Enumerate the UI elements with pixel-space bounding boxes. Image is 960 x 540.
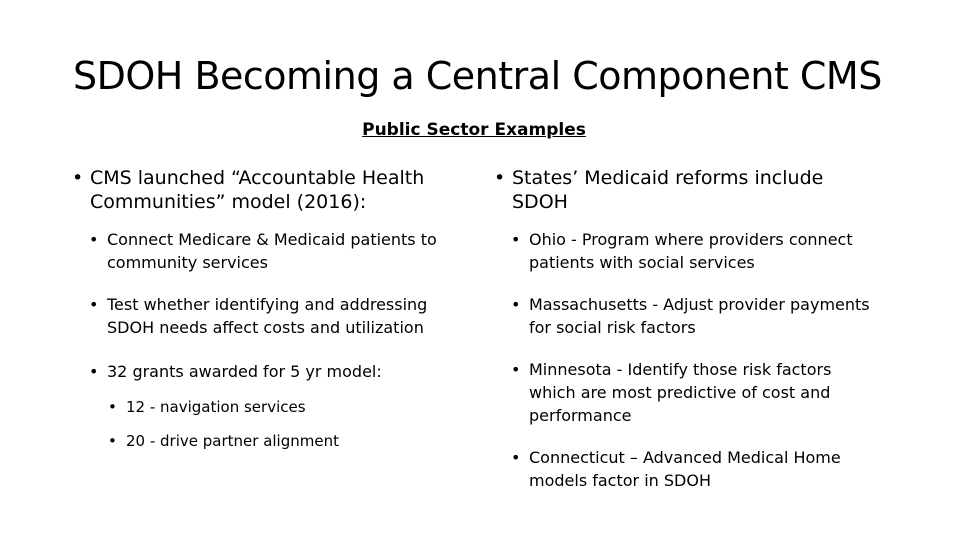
list-item-text: Connecticut – Advanced Medical Home models factor in SDOH xyxy=(529,448,841,490)
left-subbullet-navigation xyxy=(70,397,460,418)
list-item-text: 12 - navigation services xyxy=(126,398,306,416)
list-item-text: Test whether identifying and addressing SDOH needs affect costs and utilization xyxy=(107,295,428,337)
left-bullet-test xyxy=(70,293,460,339)
list-item-text: Massachusetts - Adjust provider payments for social risk factors xyxy=(529,295,870,337)
slide-title: SDOH Becoming a Central Component CMS xyxy=(73,54,882,98)
left-column xyxy=(70,166,460,452)
right-bullet-connecticut xyxy=(492,446,882,492)
right-heading-bullet xyxy=(492,166,882,214)
left-bullet-connect xyxy=(70,228,460,274)
left-heading-text: CMS launched “Accountable Health Communities” model (2016): xyxy=(90,167,425,213)
list-item-text: 20 - drive partner alignment xyxy=(126,432,339,450)
left-heading-bullet xyxy=(70,166,460,214)
right-column xyxy=(492,166,882,492)
list-item-text: Connect Medicare & Medicaid patients to community services xyxy=(107,230,437,272)
left-bullet-list xyxy=(70,166,460,452)
right-bullet-massachusetts xyxy=(492,293,882,339)
left-subbullet-partner xyxy=(70,431,460,452)
left-bullet-grants xyxy=(70,360,460,383)
right-heading-text: States’ Medicaid reforms include SDOH xyxy=(512,167,824,213)
right-bullet-list xyxy=(492,166,882,492)
list-item-text: Ohio - Program where providers connect patients with social services xyxy=(529,230,853,272)
right-bullet-minnesota xyxy=(492,358,882,427)
slide-subtitle: Public Sector Examples xyxy=(362,120,586,140)
list-item-text: Minnesota - Identify those risk factors which are most predictive of cost and performance xyxy=(529,360,832,425)
list-item-text: 32 grants awarded for 5 yr model: xyxy=(107,362,382,381)
right-bullet-ohio xyxy=(492,228,882,274)
